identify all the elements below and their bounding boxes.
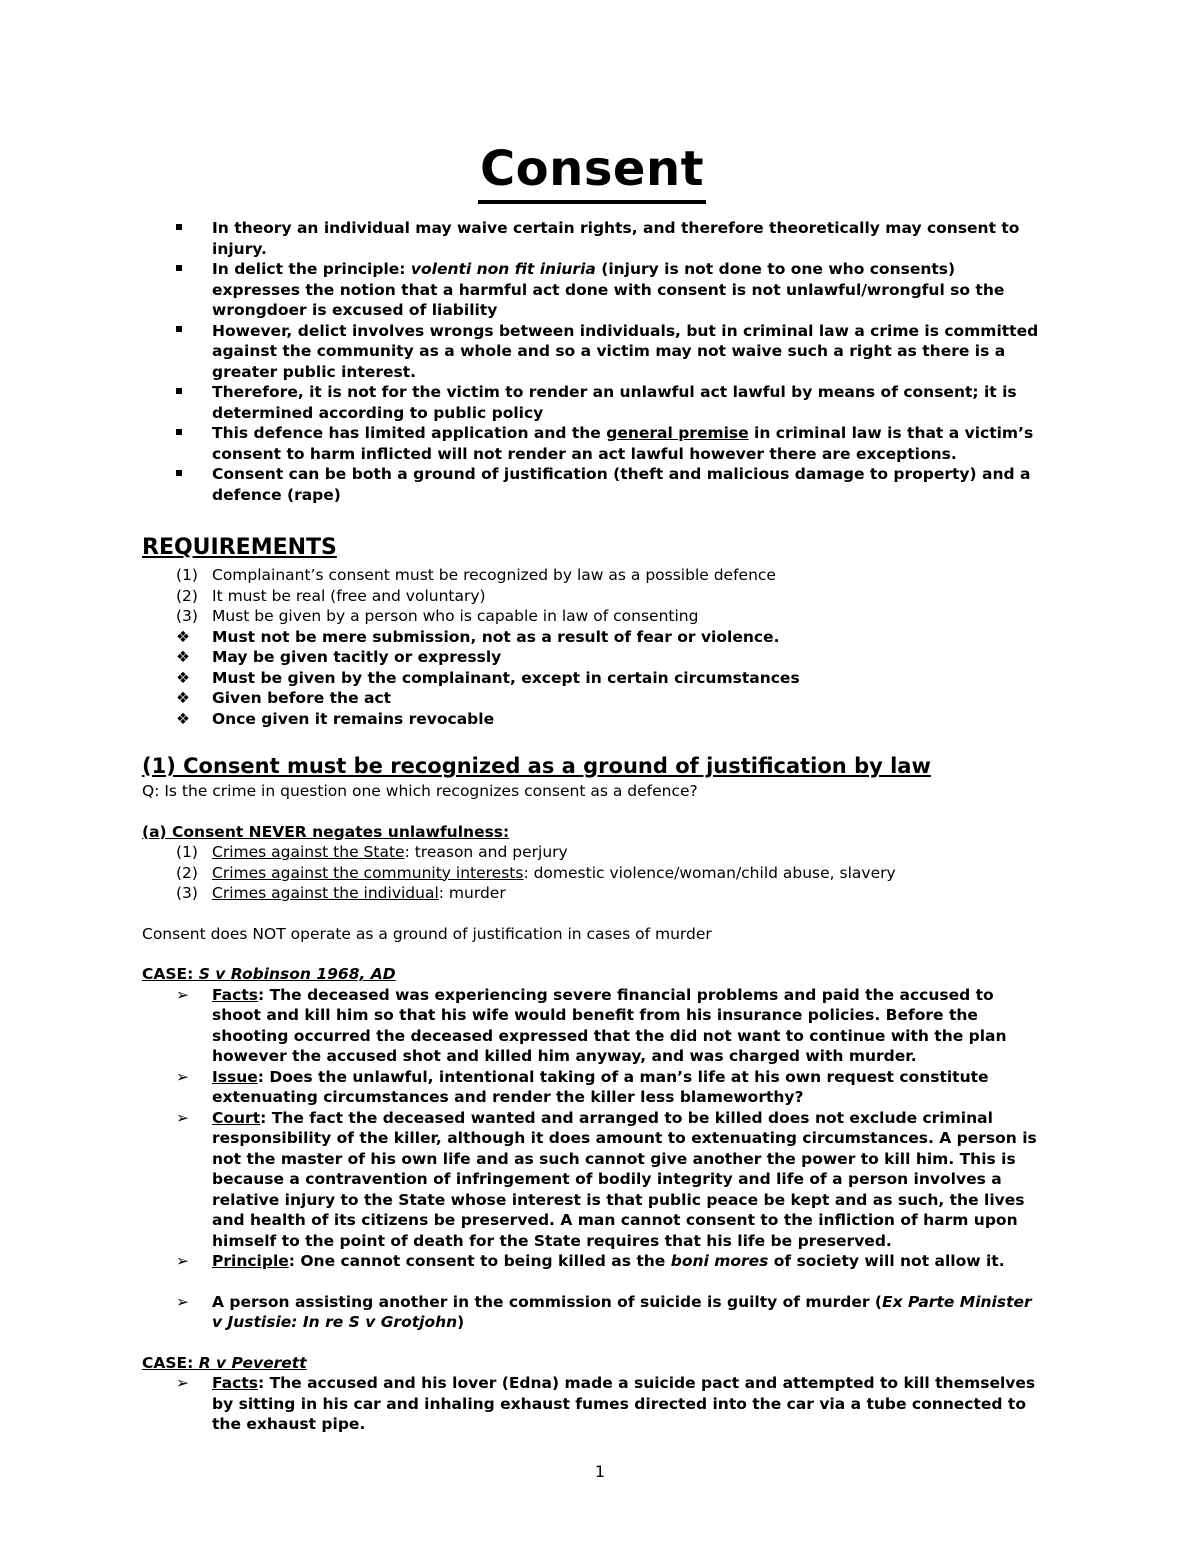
list-item: (2) Crimes against the community interests: domestic violence/woman/child abuse, slavery: [176, 863, 896, 882]
list-item: ❖ Must not be mere submission, not as a result of fear or violence.: [176, 627, 780, 646]
diamond-bullet-icon: ❖: [176, 668, 190, 687]
list-item: ❖ Once given it remains revocable: [176, 709, 495, 728]
arrow-bullet-icon: ➢: [176, 1292, 189, 1311]
arrow-bullet-icon: ➢: [176, 1108, 189, 1127]
section-heading: (1) Consent must be recognized as a ground of justification by law: [142, 754, 931, 778]
murder-note: Consent does NOT operate as a ground of justification in cases of murder: [142, 924, 712, 943]
square-bullet-icon: [176, 321, 206, 342]
list-item: Therefore, it is not for the victim to render an unlawful act lawful by means of consent; it is determined according to public policy: [142, 382, 1042, 423]
list-item: This defence has limited application and the general premise in criminal law is that a victim’s consent to harm inflicted will not render an act lawful however there are exceptions.: [142, 423, 1042, 464]
list-item: In theory an individual may waive certain rights, and therefore theoretically may consent to injury.: [142, 218, 1042, 259]
list-item: (2) It must be real (free and voluntary): [176, 586, 486, 605]
square-bullet-icon: [176, 259, 206, 280]
list-item: (1) Crimes against the State: treason and perjury: [176, 843, 568, 861]
list-item: (1) Complainant’s consent must be recognized by law as a possible defence: [176, 566, 776, 584]
list-item: ➢ Facts: The accused and his lover (Edna) made a suicide pact and attempted to kill themselves by sitting in his car and inhaling exhaust fumes directed into the car via a tube connected to the exhaust pipe.: [176, 1374, 1036, 1433]
square-bullet-icon: [176, 423, 206, 444]
square-bullet-icon: [176, 382, 206, 403]
crimes-list: [142, 842, 1042, 904]
page-content: [142, 140, 1042, 1435]
requirements-bold-list: [142, 627, 1042, 730]
arrow-bullet-icon: ➢: [176, 1252, 189, 1270]
requirements-heading: REQUIREMENTS: [142, 535, 337, 560]
intro-list: [142, 218, 1042, 505]
list-item: ❖ Given before the act: [176, 689, 392, 707]
diamond-bullet-icon: ❖: [176, 689, 190, 707]
list-item: (3) Must be given by a person who is capable in law of consenting: [176, 607, 699, 625]
page-title: Consent: [142, 140, 1042, 204]
list-item: ➢ Principle: One cannot consent to being killed as the boni mores of society will not allow it.: [176, 1252, 1005, 1270]
case-robinson-list: [142, 985, 1042, 1272]
arrow-bullet-icon: ➢: [176, 1067, 189, 1086]
diamond-bullet-icon: ❖: [176, 648, 190, 666]
page-number: 1: [594, 1462, 606, 1481]
square-bullet-icon: [176, 218, 206, 239]
square-bullet-icon: [176, 464, 206, 485]
list-item: However, delict involves wrongs between individuals, but in criminal law a crime is committed against the community as a whole and so a victim may not waive such a right as there is a greater public interest.: [142, 321, 1042, 383]
diamond-bullet-icon: ❖: [176, 627, 190, 646]
list-item: (3) Crimes against the individual: murder: [176, 884, 506, 902]
list-item: ➢ A person assisting another in the commission of suicide is guilty of murder (Ex Parte Minister v Justisie: In re S v Grotjohn): [176, 1292, 1032, 1331]
list-item: ➢ Issue: Does the unlawful, intentional taking of a man’s life at his own request constitute extenuating circumstances and render the killer less blameworthy?: [176, 1067, 989, 1106]
list-item: In delict the principle: volenti non fit iniuria (injury is not done to one who consents) expresses the notion that a harmful act done with consent is not unlawful/wrongful so the wrongdoer is excused of liability: [142, 259, 1042, 321]
list-item: ❖ May be given tacitly or expressly: [176, 648, 502, 666]
list-item: ➢ Court: The fact the deceased wanted and arranged to be killed does not exclude criminal responsibility of the killer, although it does amount to extenuating circumstances. A person is not the master of his own life and as such cannot give another the power to kill him. This is because a contravention of infringement of bodily integrity and life of a person involves a relative injury to the State whose interest is that public peace be kept and as such, the lives and health of its citizens be preserved. A man cannot consent to the infliction of harm upon himself to the point of death for the State requires that his life be preserved.: [176, 1108, 1037, 1250]
suicide-note-list: [142, 1292, 1042, 1333]
arrow-bullet-icon: ➢: [176, 1374, 189, 1392]
list-item: Consent can be both a ground of justification (theft and malicious damage to property) and a defence (rape): [142, 464, 1042, 505]
diamond-bullet-icon: ❖: [176, 709, 190, 728]
list-item: ➢ Facts: The deceased was experiencing severe financial problems and paid the accused to shoot and kill him so that his wife would benefit from his insurance policies. Before the shooting occurred the deceased expressed that the did not want to continue with the plan however the accused shot and killed him anyway, and was charged with murder.: [176, 985, 1007, 1065]
case-heading: CASE: S v Robinson 1968, AD: [142, 965, 396, 983]
section-question: Q: Is the crime in question one which recognizes consent as a defence?: [142, 782, 698, 800]
arrow-bullet-icon: ➢: [176, 985, 189, 1004]
sub-heading: (a) Consent NEVER negates unlawfulness:: [142, 822, 510, 841]
underlined-term: general premise: [606, 424, 749, 442]
case-peverett-list: [142, 1373, 1042, 1435]
requirements-numbered-list: [142, 565, 1042, 627]
case-heading: CASE: R v Peverett: [142, 1353, 307, 1372]
list-item: ❖ Must be given by the complainant, except in certain circumstances: [176, 668, 800, 687]
latin-term: volenti non fit iniuria: [410, 260, 596, 278]
